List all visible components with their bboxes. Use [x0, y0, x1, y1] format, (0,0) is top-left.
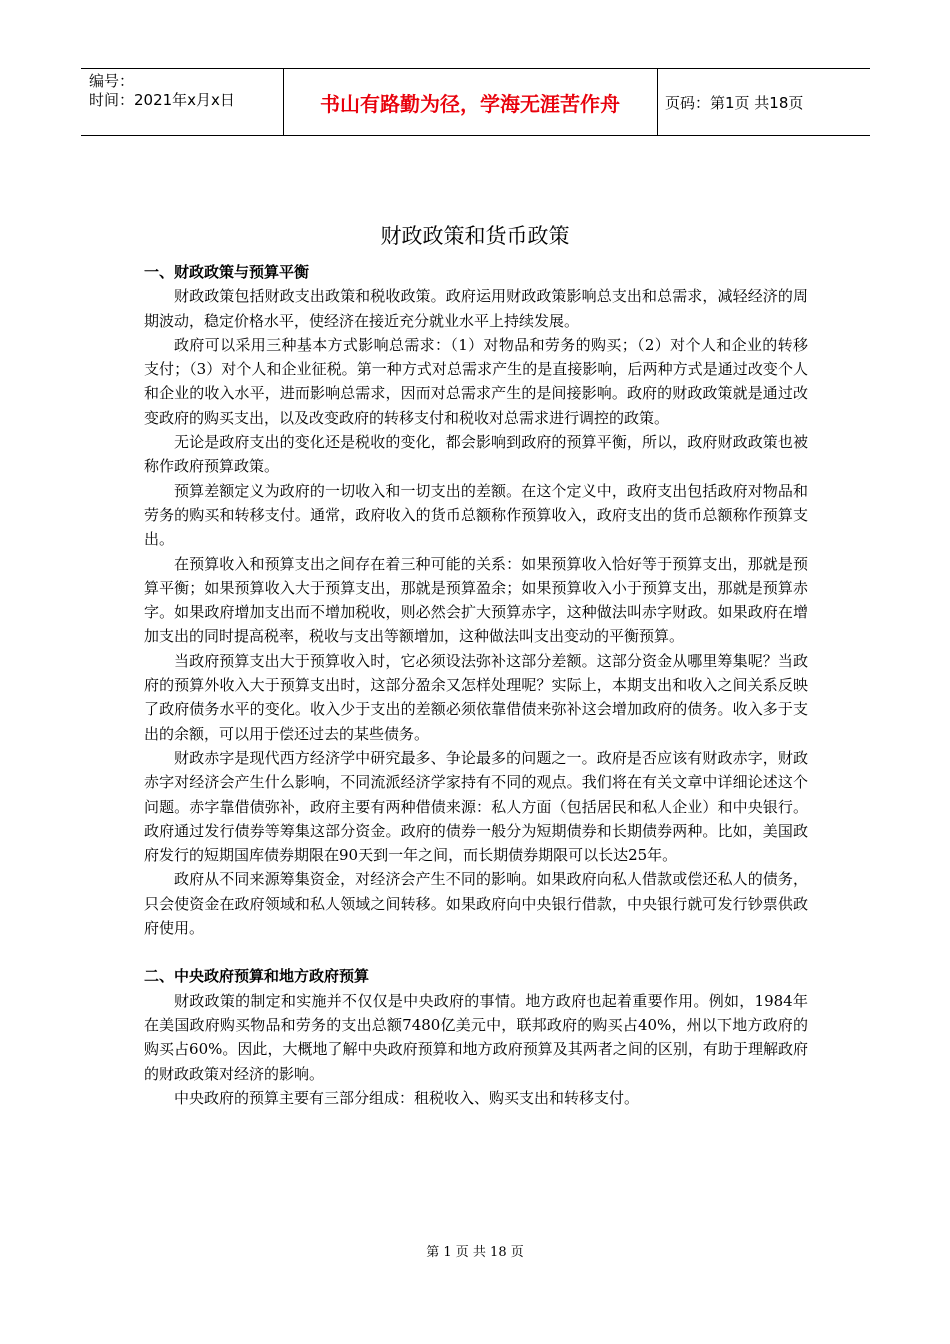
- document-number-label: 编号：: [89, 72, 135, 90]
- section-2-paragraph: 中央政府的预算主要有三部分组成：租税收入、购买支出和转移支付。: [174, 1088, 640, 1107]
- document-time-label: 时间：2021年x月x日: [89, 91, 235, 109]
- section-1-paragraph: 政府从不同来源筹集资金，对经济会产生不同的影响。如果政府向私人借款或偿还私人的债务，只会使资金在政府领域和私人领域之间转移。如果政府向中央银行借款，中央银行就可发行钞票供政府使用。: [144, 870, 808, 938]
- document-body: [144, 260, 808, 1110]
- section-1-paragraph: 财政赤字是现代西方经济学中研究最多、争论最多的问题之一。政府是否应该有财政赤字，财政赤字对经济会产生什么影响，不同流派经济学家持有不同的观点。我们将在有关文章中详细论述这个问题。赤字靠借债弥补，政府主要有两种借债来源：私人方面（包括居民和私人企业）和中央银行。政府通过发行债券等筹集这部分资金。政府的债券一般分为短期债券和长期债券两种。比如，美国政府发行的短期国库债券期限在90天到一年之间，而长期债券期限可以长达25年。: [144, 748, 808, 865]
- section-2-heading: 二、中央政府预算和地方政府预算: [144, 967, 370, 986]
- section-1-heading: 一、财政政策与预算平衡: [144, 263, 310, 281]
- section-1-paragraph: 政府可以采用三种基本方式影响总需求：（1）对物品和劳务的购买；（2）对个人和企业的转移支付；（3）对个人和企业征税。第一种方式对总需求产生的是直接影响，后两种方式是通过改变个人和企业的收入水平，进而影响总需求，因而对总需求产生的是间接影响。政府的财政政策就是通过改变政府的购买支出，以及改变政府的转移支付和税收对总需求进行调控的政策。: [144, 335, 808, 427]
- section-1-paragraph: 在预算收入和预算支出之间存在着三种可能的关系：如果预算收入恰好等于预算支出，那就是预算平衡；如果预算收入大于预算支出，那就是预算盈余；如果预算收入小于预算支出，那就是预算赤字。如果政府增加支出而不增加税收，则必然会扩大预算赤字，这种做法叫赤字财政。如果政府在增加支出的同时提高税率，税收与支出等额增加，这种做法叫支出变动的平衡预算。: [144, 554, 808, 646]
- section-1-paragraph: 当政府预算支出大于预算收入时，它必须设法弥补这部分差额。这部分资金从哪里筹集呢？当政府的预算外收入大于预算支出时，这部分盈余又怎样处理呢？实际上，本期支出和收入之间关系反映了政府债务水平的变化。收入少于支出的差额必须依靠借债来弥补这会增加政府的债务。收入多于支出的余额，可以用于偿还过去的某些债务。: [144, 651, 808, 743]
- page-footer: 第 1 页 共 18 页: [426, 1245, 524, 1260]
- header-page-info: 页码：第1页 共18页: [665, 93, 804, 112]
- section-1-paragraph: 无论是政府支出的变化还是税收的变化，都会影响到政府的预算平衡，所以，政府财政政策也被称作政府预算政策。: [144, 433, 808, 476]
- section-2-paragraph: 财政政策的制定和实施并不仅仅是中央政府的事情。地方政府也起着重要作用。例如，1984年在美国政府购买物品和劳务的支出总额7480亿美元中，联邦政府的购买占40%，州以下地方政府的购买占60%。因此，大概地了解中央政府预算和地方政府预算及其两者之间的区别，有助于理解政府的财政政策对经济的影响。: [144, 991, 808, 1083]
- section-1-paragraph: 财政政策包括财政支出政策和税收政策。政府运用财政政策影响总支出和总需求，减轻经济的周期波动，稳定价格水平，使经济在接近充分就业水平上持续发展。: [144, 287, 808, 330]
- header-divider-right: [657, 69, 658, 135]
- header-motto: 书山有路勤为径，学海无涯苦作舟: [320, 91, 620, 116]
- page-header: [81, 68, 870, 136]
- header-meta: [89, 72, 235, 110]
- document-title: 财政政策和货币政策: [380, 224, 570, 248]
- section-1-paragraph: 预算差额定义为政府的一切收入和一切支出的差额。在这个定义中，政府支出包括政府对物品和劳务的购买和转移支付。通常，政府收入的货币总额称作预算收入，政府支出的货币总额称作预算支出。: [144, 481, 808, 549]
